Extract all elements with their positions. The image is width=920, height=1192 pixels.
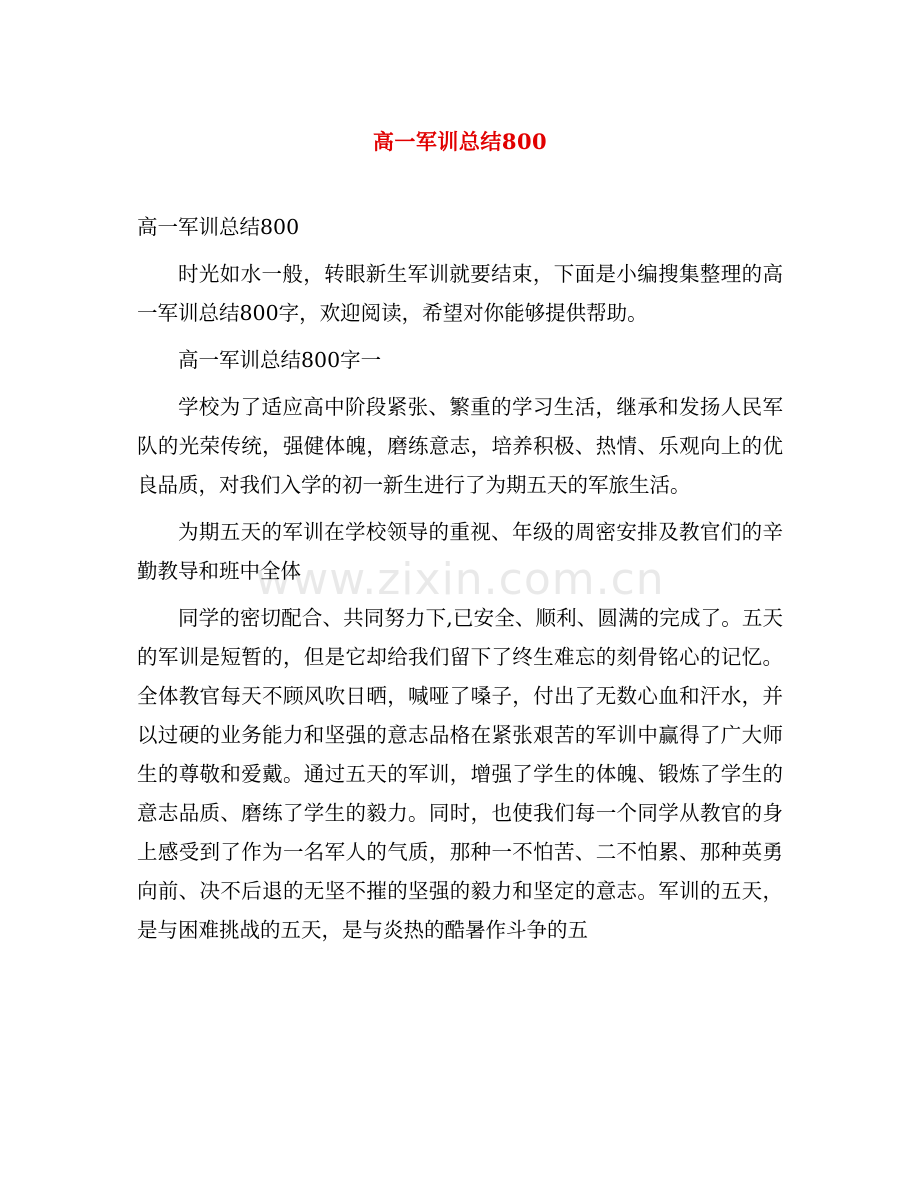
intro-paragraph: 时光如水一般，转眼新生军训就要结束，下面是小编搜集整理的高一军训总结800字，欢迎阅读，希望对你能够提供帮助。 (137, 262, 783, 325)
section-subheading: 高一军训总结800字一 (178, 348, 382, 372)
document-body (137, 208, 783, 958)
document-title: 高一军训总结800 (372, 129, 548, 154)
body-paragraph: 学校为了适应高中阶段紧张、繁重的学习生活，继承和发扬人民军队的光荣传统，强健体魄，磨练意志，培养积极、热情、乐观向上的优良品质，对我们入学的初一新生进行了为期五天的军旅生活。 (137, 395, 783, 497)
watermark: www.zixin.com.cn (255, 554, 665, 605)
document-heading: 高一军训总结800 (137, 215, 300, 239)
body-paragraph: 同学的密切配合、共同努力下,已安全、顺利、圆满的完成了。五天的军训是短暂的，但是它却给我们留下了终生难忘的刻骨铭心的记忆。全体教官每天不顾风吹日晒，喊哑了嗓子，付出了无数心血和汗水，并以过硬的业务能力和坚强的意志品格在紧张艰苦的军训中赢得了广大师生的尊敬和爱戴。通过五天的军训，增强了学生的体魄、锻炼了学生的意志品质、磨练了学生的毅力。同时，也使我们每一个同学从教官的身上感受到了作为一名军人的气质，那种一不怕苦、二不怕累、那种英勇向前、决不后退的无坚不摧的坚强的毅力和坚定的意志。军训的五天，是与困难挑战的五天，是与炎热的酷暑作斗争的五 (137, 606, 783, 942)
body-paragraph: 为期五天的军训在学校领导的重视、年级的周密安排及教官们的辛勤教导和班中全体 (137, 520, 783, 583)
